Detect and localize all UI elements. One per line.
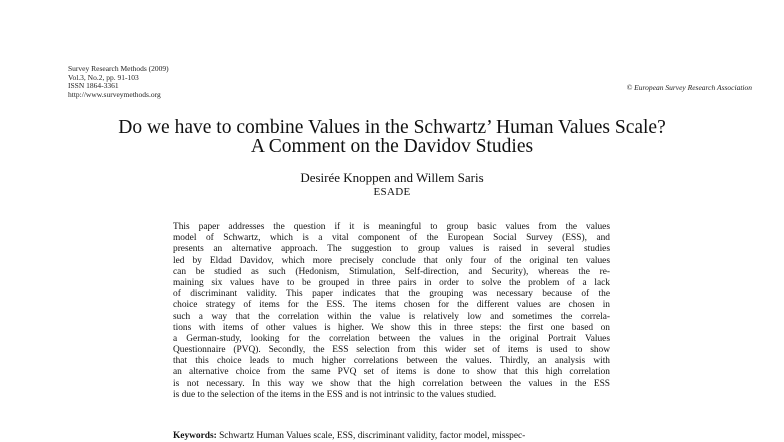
- keywords: [173, 431, 610, 442]
- abstract-line: tions with items of other values is higher. We show this in three steps: the first one based on: [173, 322, 610, 333]
- keywords-label: Keywords:: [173, 431, 217, 441]
- abstract-line: choice strategy of items for the ESS. The items chosen for the different values are chosen in: [173, 300, 610, 311]
- abstract-line: such a way that the correlation within the value is relatively low and sometimes the correla-: [173, 311, 610, 322]
- journal-name: Survey Research Methods (2009): [68, 64, 169, 73]
- abstract-line: model of Schwartz, which is a vital component of the European Social Survey (ESS), and: [173, 233, 610, 244]
- abstract-line: is not necessary. In this way we show that the high correlation between the values in the ESS: [173, 378, 610, 389]
- abstract-line: led by Eldad Davidov, which more precisely conclude that only four of the original ten values: [173, 255, 610, 266]
- abstract-line: presents an alternative approach. The suggestion to group values is raised in several studies: [173, 244, 610, 255]
- abstract-line: of discriminant validity. This paper indicates that the grouping was necessary because of the: [173, 289, 610, 300]
- copyright-notice: © European Survey Research Association: [626, 83, 752, 92]
- author-affiliation: ESADE: [373, 186, 411, 198]
- journal-issn: ISSN 1864-3361: [68, 81, 119, 91]
- paper-title-line-2: A Comment on the Davidov Studies: [250, 136, 534, 157]
- journal-url[interactable]: http://www.surveymethods.org: [68, 89, 161, 99]
- abstract-line: an alternative choice from the same PVQ set of items is done to show that this high correlation: [173, 367, 610, 378]
- abstract: [173, 222, 610, 401]
- journal-volume: Vol.3, No.2, pp. 91-103: [68, 72, 139, 82]
- paper-authors: Desirée Knoppen and Willem Saris: [300, 170, 484, 185]
- journal-header: [68, 65, 169, 99]
- abstract-line: can be studied as such (Hedonism, Stimulation, Self-direction, and Security), whereas the re-: [173, 266, 610, 277]
- abstract-line: maining six values have to be grouped in three pairs in order to solve the problem of a lack: [173, 277, 610, 288]
- abstract-line: Questionnaire (PVQ). Secondly, the ESS selection from this wider set of items is used to show: [173, 345, 610, 356]
- abstract-line: a German-study, looking for the correlation between the values in the original Portrait Values: [173, 333, 610, 344]
- abstract-line: This paper addresses the question if it is meaningful to group basic values from the values: [173, 222, 610, 232]
- keywords-text: Schwartz Human Values scale, ESS, discriminant validity, factor model, misspec-: [216, 431, 526, 441]
- abstract-line: is due to the selection of the items in the ESS and is not intrinsic to the values studied.: [173, 389, 497, 400]
- paper-title-line-1: Do we have to combine Values in the Schwartz’ Human Values Scale?: [118, 117, 666, 138]
- abstract-line: that this choice leads to much higher correlations between the values. Thirdly, an analysis with: [173, 356, 610, 367]
- paper-title: [0, 118, 784, 156]
